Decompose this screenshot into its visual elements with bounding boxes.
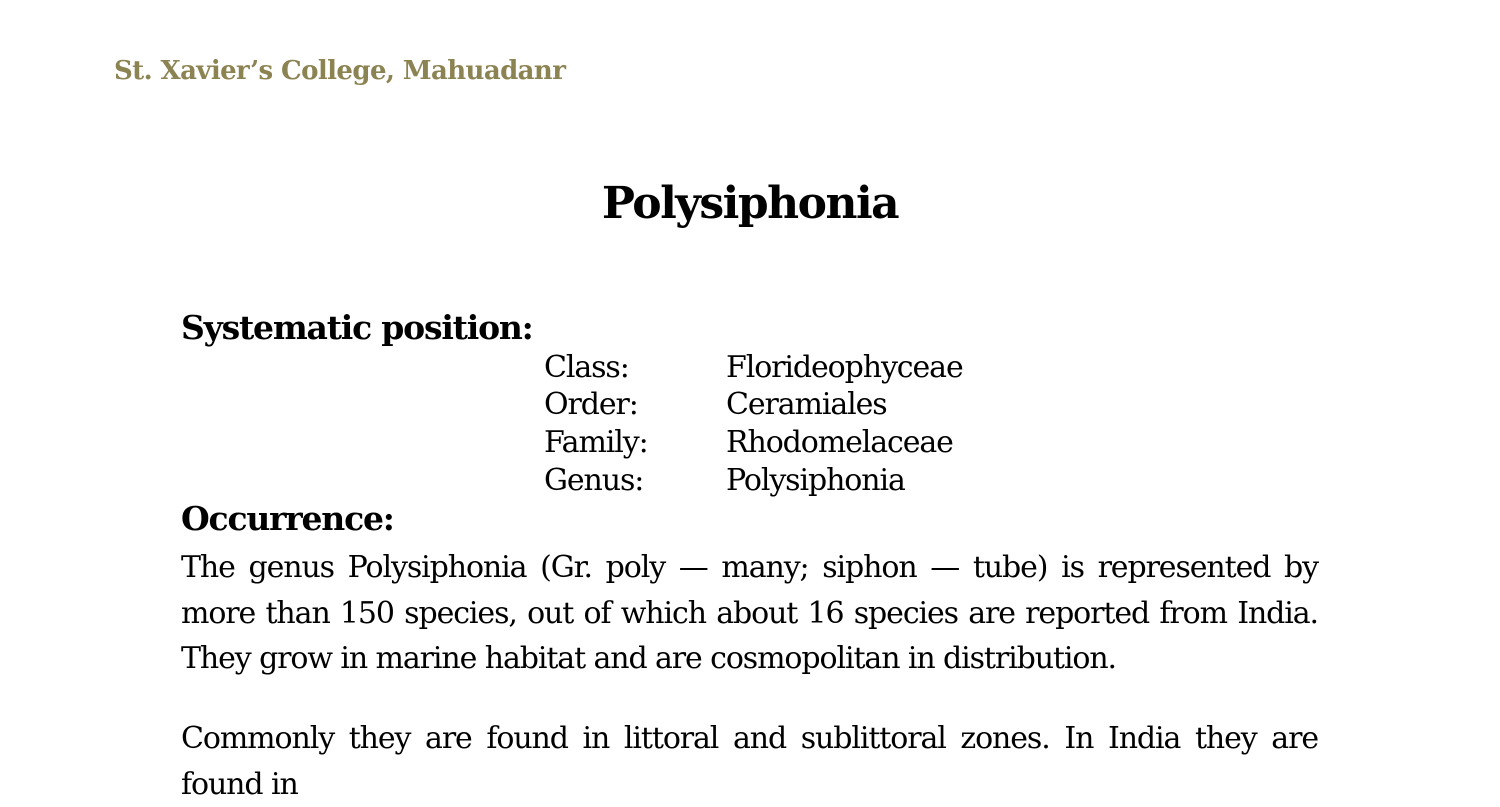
taxonomy-label: Order: [544, 387, 638, 422]
page-title: Polysiphonia [601, 178, 899, 229]
taxonomy-value: Rhodomelaceae [726, 425, 953, 460]
taxonomy-label: Class: [544, 350, 629, 385]
systematic-position-heading: Systematic position: [181, 308, 533, 347]
taxonomy-value: Florideophyceae [726, 350, 963, 385]
occurrence-paragraph: The genus Polysiphonia (Gr. poly — many; siphon — tube) is represented by more than 150 species, out of which about 16 species are reported from India. They grow in marine habitat and are cosmopolitan in distribution. [181, 550, 1318, 676]
taxonomy-value: Polysiphonia [726, 463, 905, 498]
taxonomy-label: Genus: [544, 463, 644, 498]
college-header: St. Xavier’s College, Mahuadanr [114, 56, 566, 86]
occurrence-heading: Occurrence: [181, 499, 394, 538]
taxonomy-value: Ceramiales [726, 387, 887, 422]
taxonomy-label: Family: [544, 425, 648, 460]
occurrence-paragraph-continued: Commonly they are found in littoral and sublittoral zones. In India they are found in [181, 721, 1318, 802]
